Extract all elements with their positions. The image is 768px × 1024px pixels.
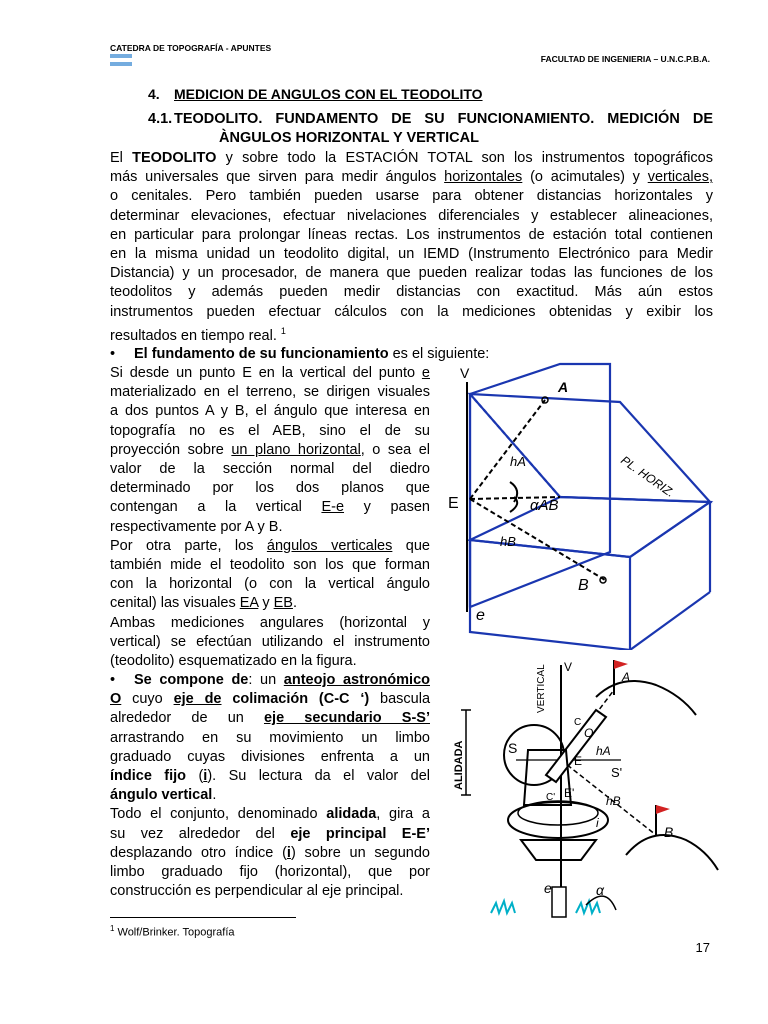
text-line: materializado en el terreno, se dirigen visuales: [110, 384, 430, 401]
bold-text: TEODOLITO: [132, 150, 217, 166]
section-number: 4.1.: [148, 111, 173, 127]
underlined-bold-text: anteojo astronómico: [283, 672, 430, 688]
label-C: C: [574, 717, 582, 728]
text: desplazando otro índice (: [110, 844, 287, 861]
label-alidada: ALIDADA: [453, 740, 465, 790]
text-line: teodolitos y además pueden medir distancias con exactitud. Más aún estos: [110, 284, 713, 301]
underlined-text: verticales,: [647, 169, 713, 186]
text: cuyo: [121, 691, 174, 708]
label-B: B: [664, 824, 674, 840]
text: ) sobre un segundo: [290, 844, 430, 861]
section-title-line2: ÀNGULOS HORIZONTAL Y VERTICAL: [219, 130, 479, 146]
label-V: V: [460, 365, 470, 381]
text-line: determinar elevaciones, efectuar nivelaciones diferenciales y establecer alineaciones,: [110, 207, 713, 224]
text: bascula: [369, 691, 431, 708]
fundamento-paragraph: [110, 364, 430, 671]
text: y sobre todo la ESTACIÓN TOTAL son los instrumentos topográficos: [216, 150, 713, 166]
label-hA: hA: [510, 454, 526, 469]
label-alpha-AB: αAB: [530, 497, 559, 514]
label-A: A: [622, 670, 631, 684]
text-line: también mide el teodolito son los que forman: [110, 557, 430, 574]
bold-text: eje principal E-E’: [290, 825, 431, 842]
label-e: e: [544, 880, 552, 896]
underlined-text: EB: [273, 595, 293, 612]
underlined-text: E-e: [321, 499, 345, 516]
text: y pasen: [344, 499, 430, 516]
section-title-line1: TEODOLITO. FUNDAMENTO DE SU FUNCIONAMIENTO. MEDICIÓN DE: [174, 111, 713, 127]
text-line: arrastrando en su movimiento un limbo: [110, 729, 430, 746]
text: .: [292, 595, 297, 612]
text: Por otra parte, los: [110, 537, 267, 554]
label-C-prime: C': [546, 792, 556, 803]
label-hA: hA: [596, 744, 611, 758]
text-line: en particular para prolongar líneas rectas. Los instrumentos de estación total contienen: [110, 226, 713, 243]
underlined-bold-text: eje secundario S-S’: [263, 710, 430, 727]
bold-text: ángulo vertical: [110, 787, 213, 804]
section-41-heading: [148, 110, 713, 148]
label-E-upper: E: [574, 754, 583, 768]
text: proyección sobre: [110, 441, 232, 458]
label-E-prime: E': [564, 786, 575, 800]
label-B: B: [578, 577, 589, 594]
underlined-text: ángulos verticales: [266, 537, 393, 554]
figure-theodolite-diagram: [446, 655, 722, 920]
text: contengan a la vertical: [110, 499, 322, 516]
text-line: en la misma unidad un teodolito digital, un IEMD (Instrumento Electrónico para Medir: [110, 246, 713, 263]
section-4-heading: [148, 86, 483, 102]
text: resultados en tiempo real.: [110, 327, 281, 344]
text-line: construcción es perpendicular al eje principal.: [110, 883, 404, 900]
text-line: valor de la sección normal del diedro: [110, 461, 430, 478]
text: , o sea el: [360, 441, 430, 458]
argentina-flag-icon: [110, 54, 132, 66]
text-line: Ambas mediciones angulares (horizontal y: [110, 614, 430, 631]
label-e: e: [476, 607, 485, 624]
text-line: graduado cuyas divisiones enfrenta a un: [110, 748, 430, 765]
page-number: 17: [695, 940, 710, 955]
footnote-text: Wolf/Brinker. Topografía: [114, 926, 235, 939]
text: alrededor de un: [110, 710, 264, 727]
text: (: [186, 768, 204, 785]
text: su vez alrededor del: [110, 825, 291, 842]
header-left: CATEDRA DE TOPOGRAFÍA - APUNTES: [110, 43, 272, 53]
text: Todo el conjunto, denominado: [110, 806, 327, 823]
text-line: determinado por los dos planos que: [110, 480, 430, 497]
text: que: [392, 537, 430, 554]
bold-text: El fundamento de su funcionamiento: [134, 346, 389, 362]
label-S: S: [508, 740, 518, 756]
text-line: limbo graduado fijo (horizontal), que por: [110, 864, 430, 881]
figure-planes-diagram: [440, 362, 722, 650]
text-line: vertical) se efectúan utilizando el instrumento: [110, 633, 430, 650]
label-hB: hB: [500, 534, 516, 549]
compone-paragraph: [110, 671, 430, 901]
text-line: o cenitales. Pero también pueden usarse para obtener distancias horizontales y: [110, 188, 713, 205]
intro-paragraph: [110, 149, 713, 346]
text: es el siguiente:: [388, 346, 490, 362]
header-right: FACULTAD DE INGENIERIA – U.N.C.P.B.A.: [540, 54, 710, 64]
text: , gira a: [376, 806, 430, 823]
footnote-divider: [110, 917, 296, 918]
text-line: a dos puntos A y B, el ángulo que interesa en: [110, 403, 430, 420]
bullet-fundamento: [110, 345, 489, 364]
text: El: [110, 150, 133, 166]
text: más universales que sirven para medir ángulos: [110, 169, 445, 186]
bullet-icon: •: [110, 672, 116, 688]
label-plano-horizontal: PL. HORIZ.: [618, 452, 678, 501]
text-line: respectivamente por A y B.: [110, 518, 283, 535]
text-line: con la horizontal (o con la vertical ángulo: [110, 576, 430, 593]
text-line: Distancia) y un procesador, de manera que pueden realizar todas las funciones de los: [110, 265, 713, 282]
text-line: instrumentos pueden efectuar cálculos con la mediciones obtenidas y exibir los: [110, 303, 713, 320]
section-number: 4.: [148, 86, 160, 102]
bold-text: alidada: [326, 806, 377, 823]
label-alpha: α: [596, 882, 604, 898]
underlined-bold-text: O: [110, 691, 122, 708]
label-E: E: [448, 495, 459, 512]
bold-text: Se compone de: [134, 672, 249, 688]
text: : un: [248, 672, 284, 688]
underlined-bold-text: eje de: [173, 691, 222, 708]
footnote: [110, 924, 235, 939]
underlined-text: e: [421, 365, 430, 381]
label-hB: hB: [606, 794, 621, 808]
label-O: O: [584, 726, 594, 740]
underlined-text: horizontales: [444, 169, 523, 186]
underlined-text: EA: [239, 595, 259, 612]
label-vertical: VERTICAL: [536, 664, 547, 713]
bold-text: índice fijo: [110, 768, 187, 785]
label-S-prime: S': [611, 765, 623, 780]
label-A: A: [558, 379, 569, 395]
section-title: MEDICION DE ANGULOS CON EL TEODOLITO: [174, 86, 483, 102]
text: .: [212, 787, 217, 804]
bold-text: colimación (C-C ‘): [221, 691, 370, 708]
text: y: [258, 595, 274, 612]
text: ). Su lectura da el valor del: [207, 768, 431, 785]
text: (o acimutales) y: [522, 169, 648, 186]
text-line: topografía no es el AEB, sino el de su: [110, 422, 430, 439]
footnote-ref[interactable]: 1: [280, 325, 286, 336]
text: cenital) las visuales: [110, 595, 240, 612]
text-line: (teodolito) esquematizado en la figura.: [110, 653, 357, 670]
underlined-bold-text: i: [286, 844, 291, 861]
text: Si desde un punto E en la vertical del punto: [110, 365, 422, 381]
label-V: V: [564, 660, 573, 674]
bullet-icon: •: [110, 346, 116, 362]
underlined-bold-text: i: [203, 768, 208, 785]
underlined-text: un plano horizontal: [231, 441, 361, 458]
label-i: i: [596, 816, 599, 830]
footnote-number: 1: [110, 924, 115, 933]
